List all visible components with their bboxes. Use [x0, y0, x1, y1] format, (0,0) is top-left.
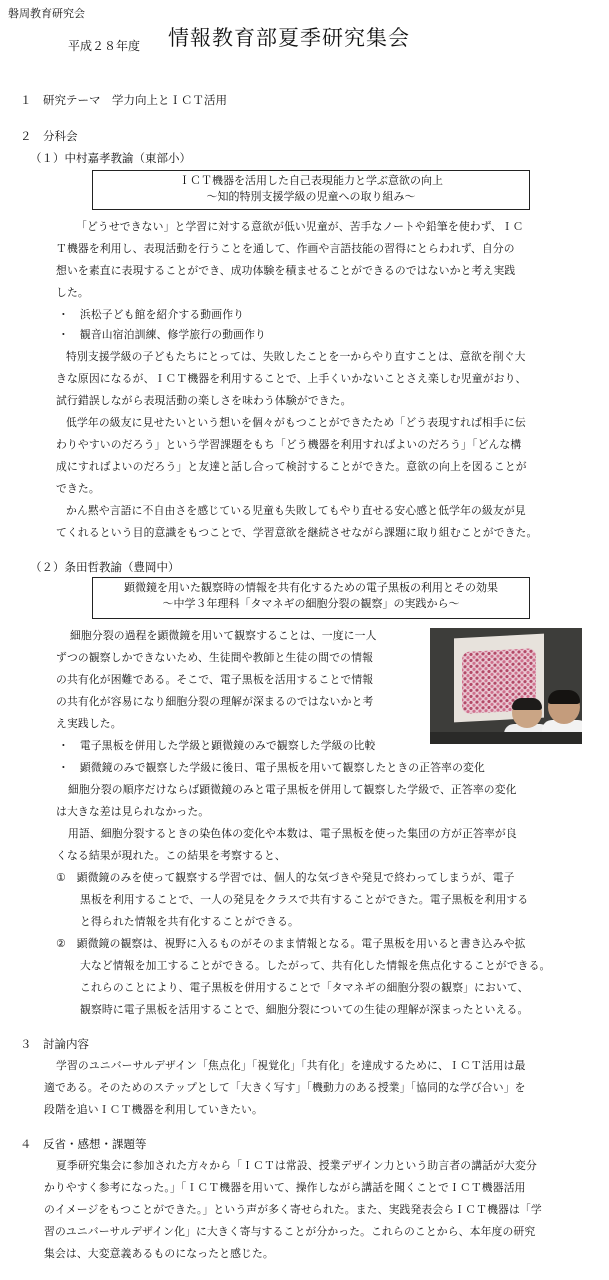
paragraph-line: 細胞分裂の順序だけならば顕微鏡のみと電子黒板を併用して観察した学級で、正答率の変化	[68, 783, 517, 796]
subsection2-theme-subtitle: ～中学３年理科「タマネギの細胞分裂の観察」の実践から～	[162, 597, 460, 610]
paragraph-line: かりやすく参考になった。」「ＩＣＴ機器を用いて、操作しながら講話を聞くことでＩＣＴ機器活用	[44, 1181, 526, 1194]
section2-heading: ２ 分科会	[20, 129, 78, 143]
paragraph-line: 用語、細胞分裂するときの染色体の変化や本数は、電子黒板を使った集団の方が正答率が良	[68, 827, 517, 840]
subsection1-theme-subtitle: ～知的特別支援学級の児童への取り組み～	[206, 190, 416, 203]
paragraph-line: の共有化が困難である。そこで、電子黒板を活用することで情報	[56, 673, 374, 686]
paragraph-line: 習のユニバーサルデザイン化」に大きく寄与することが分かった。これらのことから、本年度の研究	[44, 1225, 536, 1238]
organization-name: 磐周教育研究会	[8, 7, 85, 20]
section1-heading: １ 研究テーマ 学力向上とＩＣＴ活用	[20, 93, 227, 107]
paragraph-line: かん黙や言語に不自由さを感じている児童も失敗してもやり直せる安心感と低学年の級友が見	[66, 504, 526, 517]
paragraph-line: は大きな差は見られなかった。	[56, 805, 210, 818]
paragraph-line: 大など情報を加工することができる。したがって、共有化した情報を焦点化することができる。	[80, 959, 551, 972]
paragraph-line: できた。	[56, 482, 100, 495]
paragraph-line: きな原因になるが、ＩＣＴ機器を利用することで、上手くいかないことさえ楽しむ児童がおり、	[56, 372, 527, 385]
section3-heading: ３ 討論内容	[20, 1037, 89, 1051]
paragraph-line: これらのことにより、電子黒板を併用することで「タマネギの細胞分裂の観察」において、	[80, 981, 529, 994]
paragraph-line: 夏季研究集会に参加された方々から「ＩＣＴは常設、授業デザイン力という助言者の講話が大変分	[56, 1159, 537, 1172]
paragraph-line: 成にすればよいのだろう」と友達と話し合って検討することができた。意欲の向上を図ることが	[56, 460, 527, 473]
bullet-item: ・ 観音山宿泊訓練、修学旅行の動画作り	[58, 328, 266, 341]
paragraph-line: 細胞分裂の過程を顕微鏡を用いて観察することは、一度に一人	[70, 629, 377, 642]
numbered-item: ② 顕微鏡の観察は、視野に入るものがそのまま情報となる。電子黒板を用いると書き込みや拡	[56, 937, 526, 950]
paragraph-line: 黒板を利用することで、一人の発見をクラスで共有することができた。電子黒板を利用する	[80, 893, 529, 906]
subsection2-theme-title: 顕微鏡を用いた観察時の情報を共有化するための電子黒板の利用とその効果	[124, 581, 498, 594]
paragraph-line: 低学年の級友に見せたいという想いを個々がもつことができたため「どう表現すれば相手に伝	[66, 416, 526, 429]
subsection1-theme-title: ＩＣＴ機器を活用した自己表現能力と学ぶ意欲の向上	[179, 174, 443, 187]
subsection2-heading: （２）条田哲教諭（豊岡中）	[30, 560, 180, 574]
classroom-photo	[430, 628, 582, 744]
paragraph-line: した。	[56, 286, 89, 299]
paragraph-line: 試行錯誤しながら表現活動の楽しさを味わう体験ができた。	[56, 394, 352, 407]
subsection1-theme-box	[92, 170, 530, 210]
page-title: 情報教育部夏季研究集会	[168, 26, 410, 50]
paragraph-line: くなる結果が現れた。この結果を考察すると、	[56, 849, 286, 862]
paragraph-line: え実践した。	[56, 717, 122, 730]
subsection1-heading: （１）中村嘉孝教諭（東部小）	[30, 151, 191, 165]
paragraph-line: 「どうせできない」と学習に対する意欲が低い児童が、苦手なノートや鉛筆を使わず、ＩＣ	[76, 220, 524, 233]
paragraph-line: 特別支援学級の子どもたちにとっては、失敗したことを一からやり直すことは、意欲を削ぐ大	[66, 350, 526, 363]
paragraph-line: 観察時に電子黒板を活用することで、細胞分裂についての生徒の理解が深まったといえる。	[80, 1003, 529, 1016]
paragraph-line: ずつの観察しかできないため、生徒間や教師と生徒の間での情報	[56, 651, 374, 664]
paragraph-line: のイメージをもつことができた。」という声が多く寄せられた。また、実践発表会らＩＣＴ機器は「学	[44, 1203, 542, 1216]
bullet-item: ・ 浜松子ども館を紹介する動画作り	[58, 308, 245, 321]
paragraph-line: 学習のユニバーサルデザイン「焦点化」「視覚化」「共有化」を達成するために、ＩＣＴ活用は最	[56, 1059, 526, 1072]
bullet-item: ・ 電子黒板を併用した学級と顕微鏡のみで観察した学級の比較	[58, 739, 376, 752]
paragraph-line: わりやすいのだろう」という学習課題をもち「どう機器を利用すればよいのだろう」「どんな構	[56, 438, 522, 451]
paragraph-line: てくれるという目的意識をもつことで、学習意欲を継続させながら課題に取り組むことができた。	[56, 526, 538, 539]
paragraph-line: の共有化が容易になり細胞分裂の理解が深まるのではないかと考	[56, 695, 374, 708]
person-1	[512, 698, 542, 728]
subsection2-theme-box	[92, 577, 530, 619]
numbered-item: ① 顕微鏡のみを使って観察する学習では、個人的な気づきや発見で終わってしまうが、電子	[56, 871, 515, 884]
paragraph-line: 想いを素直に表現することができ、成功体験を積ませることができるのではないかと考え実践	[56, 264, 516, 277]
paragraph-line: Ｔ機器を利用し、表現活動を行うことを通して、作画や言語技能の習得にとらわれず、自分の	[56, 242, 515, 255]
paragraph-line: と得られた情報を共有化することができる。	[80, 915, 299, 928]
bullet-item: ・ 顕微鏡のみで観察した学級に後日、電子黒板を用いて観察したときの正答率の変化	[58, 761, 485, 774]
section4-heading: ４ 反省・感想・課題等	[20, 1137, 147, 1151]
person-2	[548, 690, 580, 724]
paragraph-line: 適である。そのためのステップとして「大きく写す」「機動力のある授業」「協同的な学び合い」を	[44, 1081, 526, 1094]
year-label: 平成２８年度	[68, 39, 141, 53]
paragraph-line: 集会は、大変意義あるものになったと感じた。	[44, 1247, 274, 1260]
paragraph-line: 段階を追いＩＣＴ機器を利用していきたい。	[44, 1103, 263, 1116]
